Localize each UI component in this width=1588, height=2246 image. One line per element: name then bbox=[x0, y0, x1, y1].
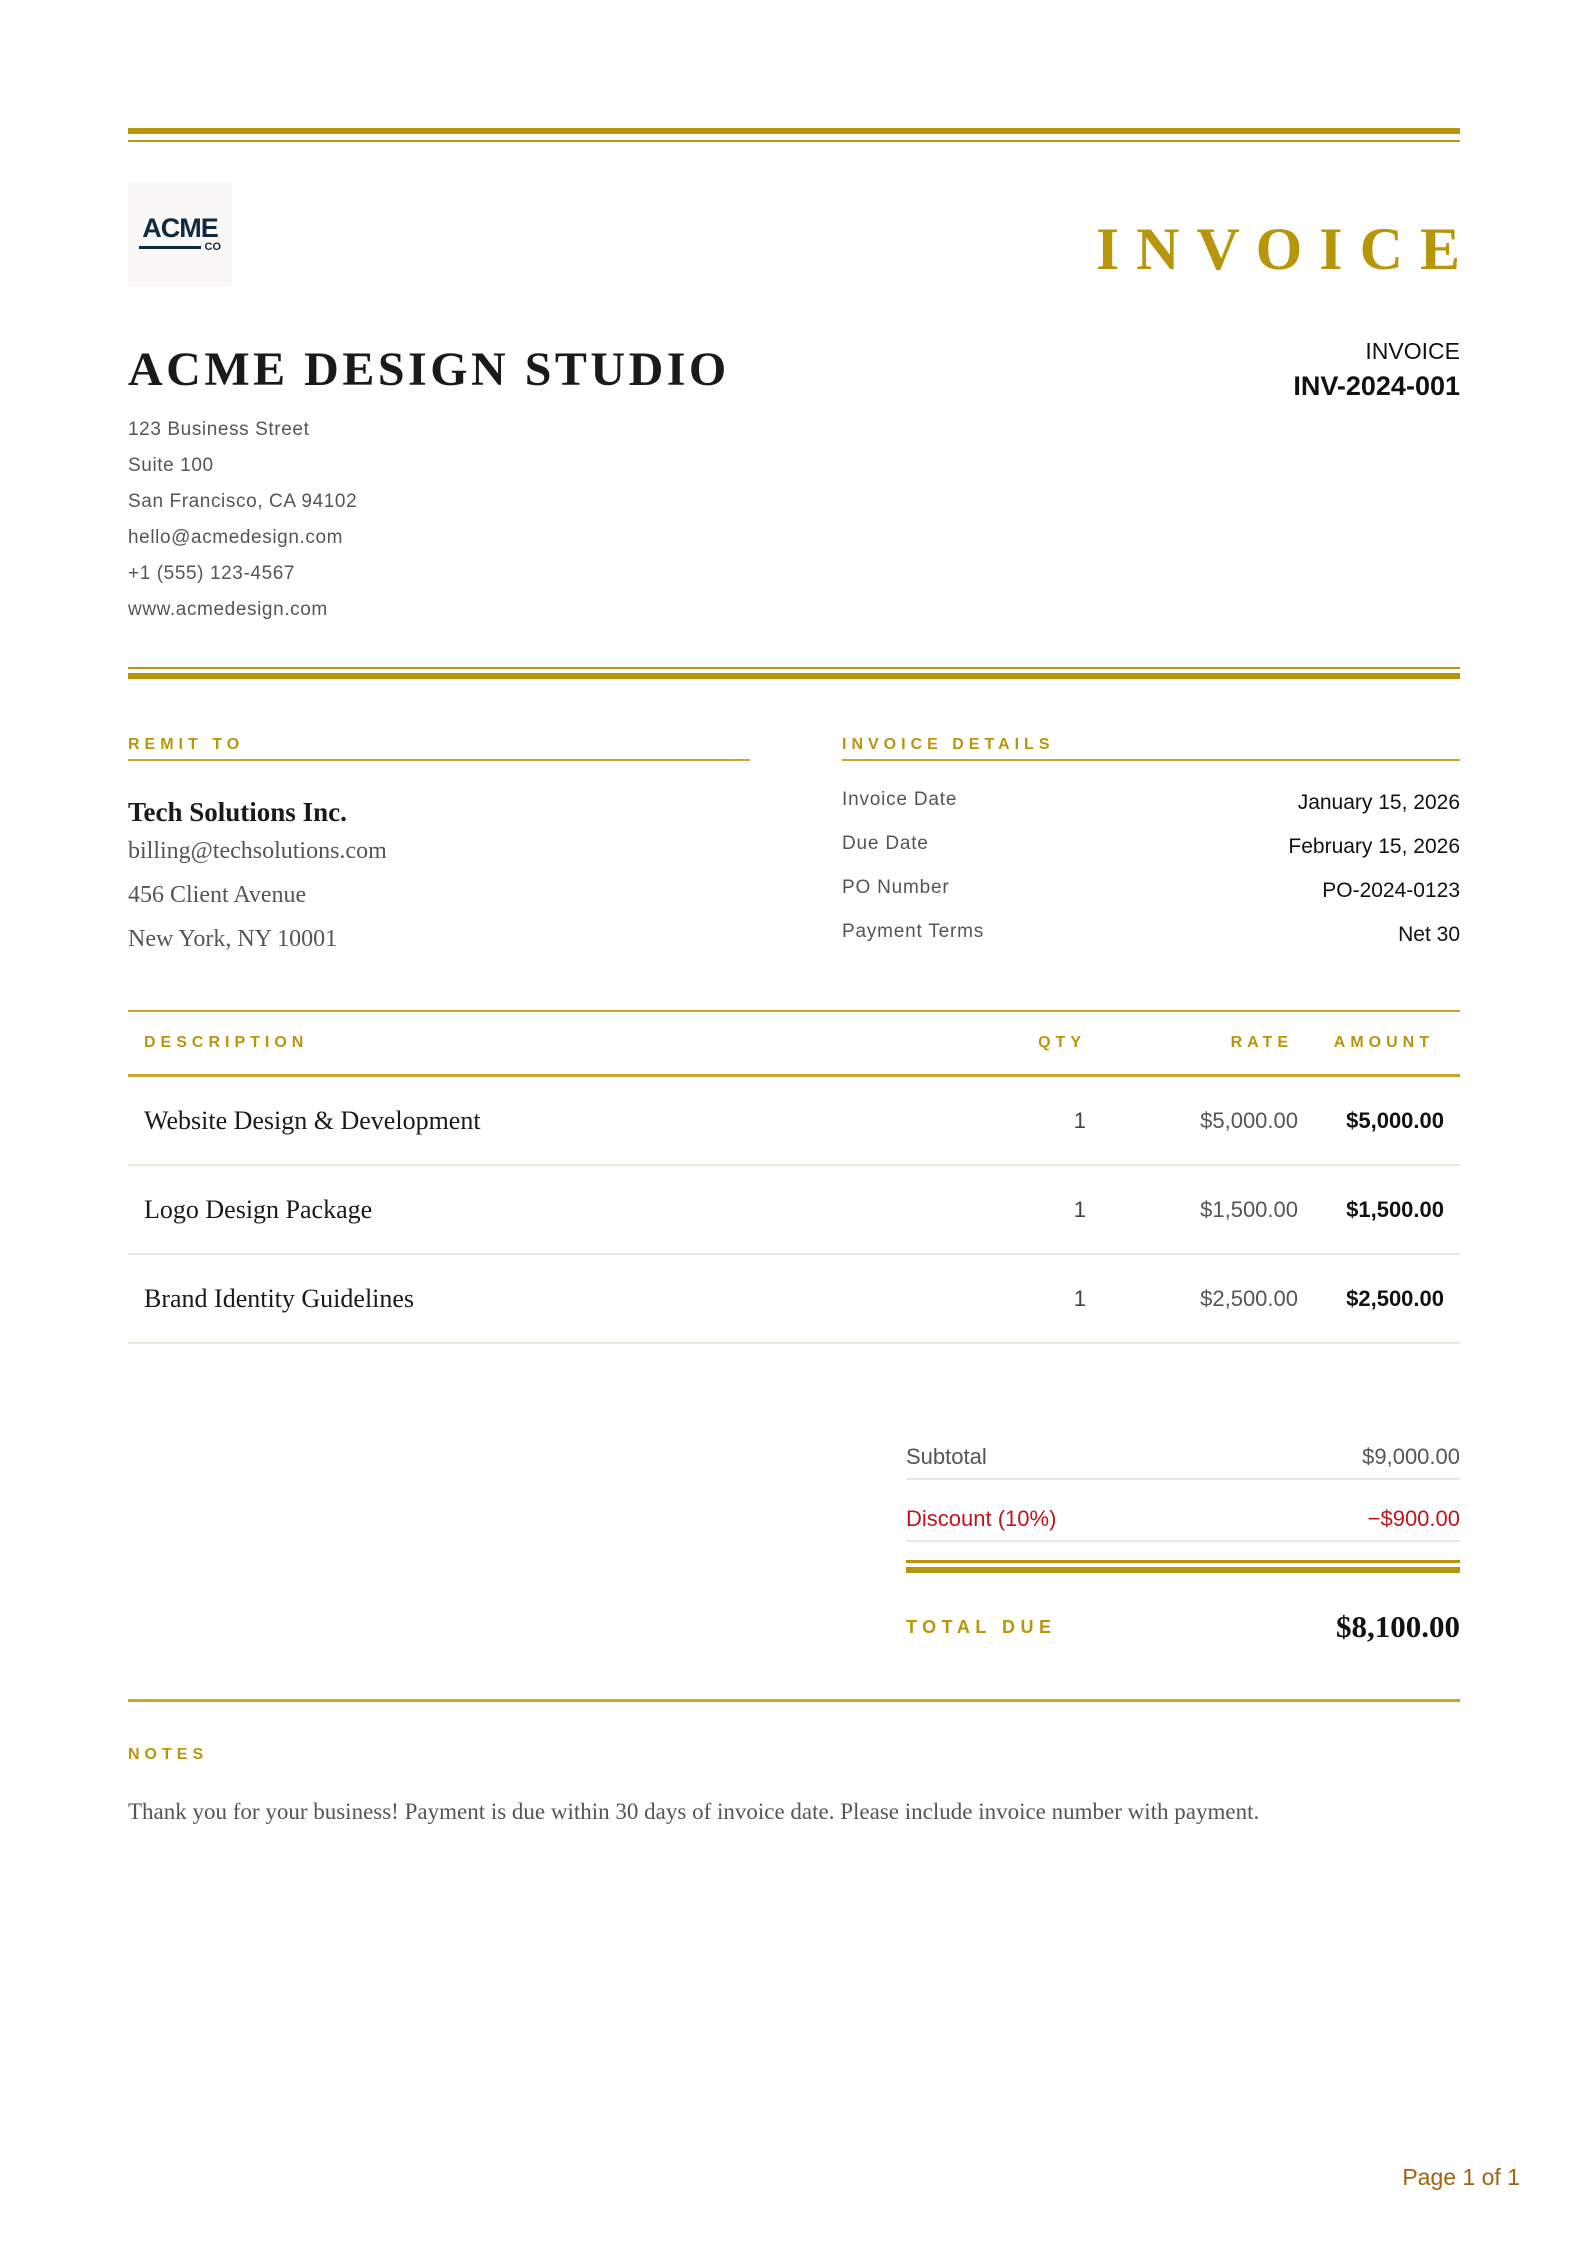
remit-to-section bbox=[128, 735, 750, 961]
client-name: Tech Solutions Inc. bbox=[128, 797, 347, 827]
company-name: ACME DESIGN STUDIO bbox=[128, 343, 730, 396]
page-number: Page 1 of 1 bbox=[1402, 2164, 1520, 2190]
detail-value: Net 30 bbox=[1398, 923, 1460, 946]
total-rule-thick bbox=[906, 1567, 1460, 1573]
header-divider-thick bbox=[128, 673, 1460, 679]
detail-value: PO-2024-0123 bbox=[1322, 879, 1460, 902]
notes-text: Thank you for your business! Payment is due within 30 days of invoice date. Please include invoice number with payment. bbox=[128, 1799, 1260, 1824]
discount-value: −$900.00 bbox=[1367, 1506, 1460, 1531]
table-header bbox=[128, 1012, 1460, 1077]
item-description: Brand Identity Guidelines bbox=[144, 1283, 415, 1313]
notes-section bbox=[128, 1745, 1259, 1825]
top-rule-thick bbox=[128, 128, 1460, 134]
totals-section bbox=[906, 1436, 1460, 1645]
discount-label: Discount (10%) bbox=[906, 1506, 1057, 1531]
detail-key: Payment Terms bbox=[842, 921, 985, 942]
invoice-label: INVOICE bbox=[1365, 338, 1460, 364]
total-due-value: $8,100.00 bbox=[1336, 1609, 1460, 1644]
remit-to-underline bbox=[128, 759, 750, 761]
detail-key: Invoice Date bbox=[842, 789, 958, 810]
table-row bbox=[128, 1077, 1460, 1166]
header-qty: QTY bbox=[1038, 1034, 1086, 1051]
total-rule-thin bbox=[906, 1560, 1460, 1563]
total-due-row bbox=[906, 1609, 1460, 1645]
item-qty: 1 bbox=[1073, 1107, 1086, 1133]
item-amount: $5,000.00 bbox=[1346, 1107, 1444, 1133]
subtotal-label: Subtotal bbox=[906, 1444, 987, 1469]
notes-label: NOTES bbox=[128, 1746, 209, 1763]
document-title: INVOICE bbox=[1095, 216, 1477, 282]
header-description: DESCRIPTION bbox=[144, 1034, 309, 1051]
item-qty: 1 bbox=[1073, 1196, 1086, 1222]
logo-wordmark: ACME bbox=[142, 212, 218, 243]
detail-value: February 15, 2026 bbox=[1288, 835, 1460, 858]
client-street: 456 Client Avenue bbox=[128, 882, 307, 908]
line-items-table bbox=[128, 1010, 1460, 1344]
total-due-label: TOTAL DUE bbox=[906, 1617, 1057, 1637]
logo-sub bbox=[139, 242, 221, 253]
company-address bbox=[128, 412, 357, 628]
item-amount: $1,500.00 bbox=[1346, 1196, 1444, 1222]
company-email: hello@acmedesign.com bbox=[128, 527, 344, 548]
address-city: San Francisco, CA 94102 bbox=[128, 491, 358, 512]
table-row bbox=[128, 1166, 1460, 1255]
table-row bbox=[128, 1255, 1460, 1344]
invoice-details-label: INVOICE DETAILS bbox=[842, 736, 1055, 753]
discount-row bbox=[906, 1498, 1460, 1542]
company-logo bbox=[128, 182, 232, 286]
item-description: Website Design & Development bbox=[144, 1105, 481, 1135]
detail-invoice-date bbox=[842, 787, 1460, 831]
detail-key: PO Number bbox=[842, 877, 950, 898]
item-amount: $2,500.00 bbox=[1346, 1285, 1444, 1311]
header-divider-thin bbox=[128, 667, 1460, 669]
detail-payment-terms bbox=[842, 919, 1460, 963]
subtotal-row bbox=[906, 1436, 1460, 1480]
item-rate: $2,500.00 bbox=[1200, 1285, 1298, 1311]
item-rate: $5,000.00 bbox=[1200, 1107, 1298, 1133]
header-amount: AMOUNT bbox=[1333, 1034, 1434, 1051]
detail-value: January 15, 2026 bbox=[1297, 791, 1460, 814]
address-suite: Suite 100 bbox=[128, 455, 214, 476]
subtotal-value: $9,000.00 bbox=[1362, 1444, 1460, 1469]
address-street: 123 Business Street bbox=[128, 419, 310, 440]
invoice-details-section bbox=[842, 735, 1460, 963]
notes-divider bbox=[128, 1699, 1460, 1702]
detail-due-date bbox=[842, 831, 1460, 875]
header-rate: RATE bbox=[1230, 1034, 1293, 1051]
detail-key: Due Date bbox=[842, 833, 929, 854]
company-website: www.acmedesign.com bbox=[128, 599, 328, 620]
client-city: New York, NY 10001 bbox=[128, 926, 338, 952]
detail-po-number bbox=[842, 875, 1460, 919]
remit-to-label: REMIT TO bbox=[128, 736, 245, 753]
invoice-details-underline bbox=[842, 759, 1460, 761]
logo-underline bbox=[139, 246, 201, 249]
item-qty: 1 bbox=[1073, 1285, 1086, 1311]
item-rate: $1,500.00 bbox=[1200, 1196, 1298, 1222]
logo-co: CO bbox=[204, 240, 221, 253]
invoice-number: INV-2024-001 bbox=[1293, 371, 1460, 401]
top-rule-thin bbox=[128, 140, 1460, 142]
company-phone: +1 (555) 123-4567 bbox=[128, 563, 296, 584]
client-email: billing@techsolutions.com bbox=[128, 838, 387, 864]
item-description: Logo Design Package bbox=[144, 1194, 373, 1224]
